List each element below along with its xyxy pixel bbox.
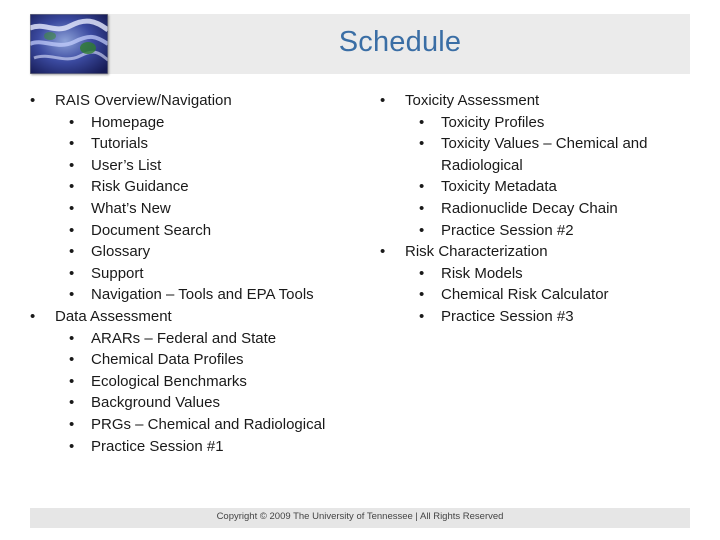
subtopic-item — [55, 371, 360, 393]
topic-label: Risk Characterization — [405, 243, 548, 261]
subtopic-label: Tutorials — [91, 135, 148, 153]
topic-label: Data Assessment — [55, 307, 172, 325]
bullet-icon: • — [419, 286, 425, 304]
subtopic-item — [405, 198, 690, 220]
bullet-icon: • — [419, 199, 425, 217]
subtopic-label: Risk Models — [441, 264, 523, 282]
satellite-weather-image-icon — [30, 14, 108, 74]
bullet-icon: • — [69, 199, 75, 217]
subtopic-item — [55, 328, 360, 350]
bullet-icon: • — [69, 415, 75, 433]
subtopic-item — [405, 176, 690, 198]
subtopic-label: Ecological Benchmarks — [91, 372, 247, 390]
subtopic-label: Document Search — [91, 221, 212, 239]
subtopic-label: PRGs – Chemical and Radiological — [91, 415, 326, 433]
subtopic-item — [405, 306, 690, 328]
subtopic-item — [55, 392, 360, 414]
bullet-icon: • — [69, 178, 75, 196]
subtopic-label: Support — [91, 264, 144, 282]
subtopic-label: User’s List — [91, 156, 162, 174]
bullet-icon: • — [419, 135, 425, 153]
bullet-icon: • — [380, 243, 386, 261]
copyright-text: Copyright © 2009 The University of Tennessee | All Rights Reserved — [216, 511, 504, 522]
subtopic-label: Toxicity Metadata — [441, 178, 557, 196]
topic-label: Toxicity Assessment — [405, 92, 540, 109]
topic-item — [380, 90, 690, 241]
subtopic-item — [55, 349, 360, 371]
subtopic-item — [405, 133, 690, 176]
bullet-icon: • — [419, 221, 425, 239]
bullet-icon: • — [30, 92, 36, 109]
subtopic-item — [55, 155, 360, 177]
subtopic-item — [55, 414, 360, 436]
subtopic-label: Navigation – Tools and EPA Tools — [91, 286, 314, 304]
subtopic-item — [405, 263, 690, 285]
bullet-icon: • — [69, 243, 75, 261]
bullet-icon: • — [69, 394, 75, 412]
subtopic-label: Chemical Risk Calculator — [441, 286, 609, 304]
subtopic-item — [55, 436, 360, 458]
left-column — [30, 90, 360, 457]
bullet-icon: • — [69, 221, 75, 239]
bullet-icon: • — [30, 307, 36, 325]
subtopic-label: Risk Guidance — [91, 178, 189, 196]
topic-item — [30, 306, 360, 457]
right-column — [380, 90, 690, 328]
bullet-icon: • — [69, 156, 75, 174]
topic-item — [380, 241, 690, 327]
subtopic-item — [55, 220, 360, 242]
subtopic-label: Glossary — [91, 243, 151, 261]
bullet-icon: • — [380, 92, 386, 109]
bullet-icon: • — [419, 113, 425, 131]
bullet-icon: • — [419, 264, 425, 282]
topic-label: RAIS Overview/Navigation — [55, 92, 232, 109]
copyright-bar — [30, 508, 690, 528]
subtopic-item — [55, 176, 360, 198]
subtopic-label: Background Values — [91, 394, 220, 412]
logo-image — [30, 14, 108, 74]
subtopic-item — [55, 198, 360, 220]
bullet-icon: • — [69, 135, 75, 153]
slide-title: Schedule — [338, 26, 462, 58]
subtopic-item — [55, 112, 360, 134]
subtopic-label: Homepage — [91, 113, 165, 131]
subtopic-label: Radionuclide Decay Chain — [441, 199, 618, 217]
subtopic-label: Toxicity Profiles — [441, 113, 545, 131]
subtopic-item — [55, 284, 360, 306]
bullet-icon: • — [69, 351, 75, 369]
subtopic-item — [55, 133, 360, 155]
bullet-icon: • — [419, 178, 425, 196]
subtopic-label: ARARs – Federal and State — [91, 329, 277, 347]
subtopic-label: What’s New — [91, 199, 171, 217]
subtopic-label: Chemical Data Profiles — [91, 351, 244, 369]
bullet-icon: • — [419, 307, 425, 325]
subtopic-label: Toxicity Values – Chemical and Radiological — [441, 135, 648, 174]
subtopic-item — [55, 241, 360, 263]
bullet-icon: • — [69, 264, 75, 282]
bullet-icon: • — [69, 437, 75, 455]
subtopic-label: Practice Session #2 — [441, 221, 574, 239]
subtopic-label: Practice Session #3 — [441, 307, 574, 325]
subtopic-item — [405, 284, 690, 306]
bullet-icon: • — [69, 329, 75, 347]
bullet-icon: • — [69, 286, 75, 304]
subtopic-label: Practice Session #1 — [91, 437, 224, 455]
subtopic-item — [405, 220, 690, 242]
bullet-icon: • — [69, 372, 75, 390]
bullet-icon: • — [69, 113, 75, 131]
subtopic-item — [55, 263, 360, 285]
subtopic-item — [405, 112, 690, 134]
topic-item — [30, 90, 360, 306]
